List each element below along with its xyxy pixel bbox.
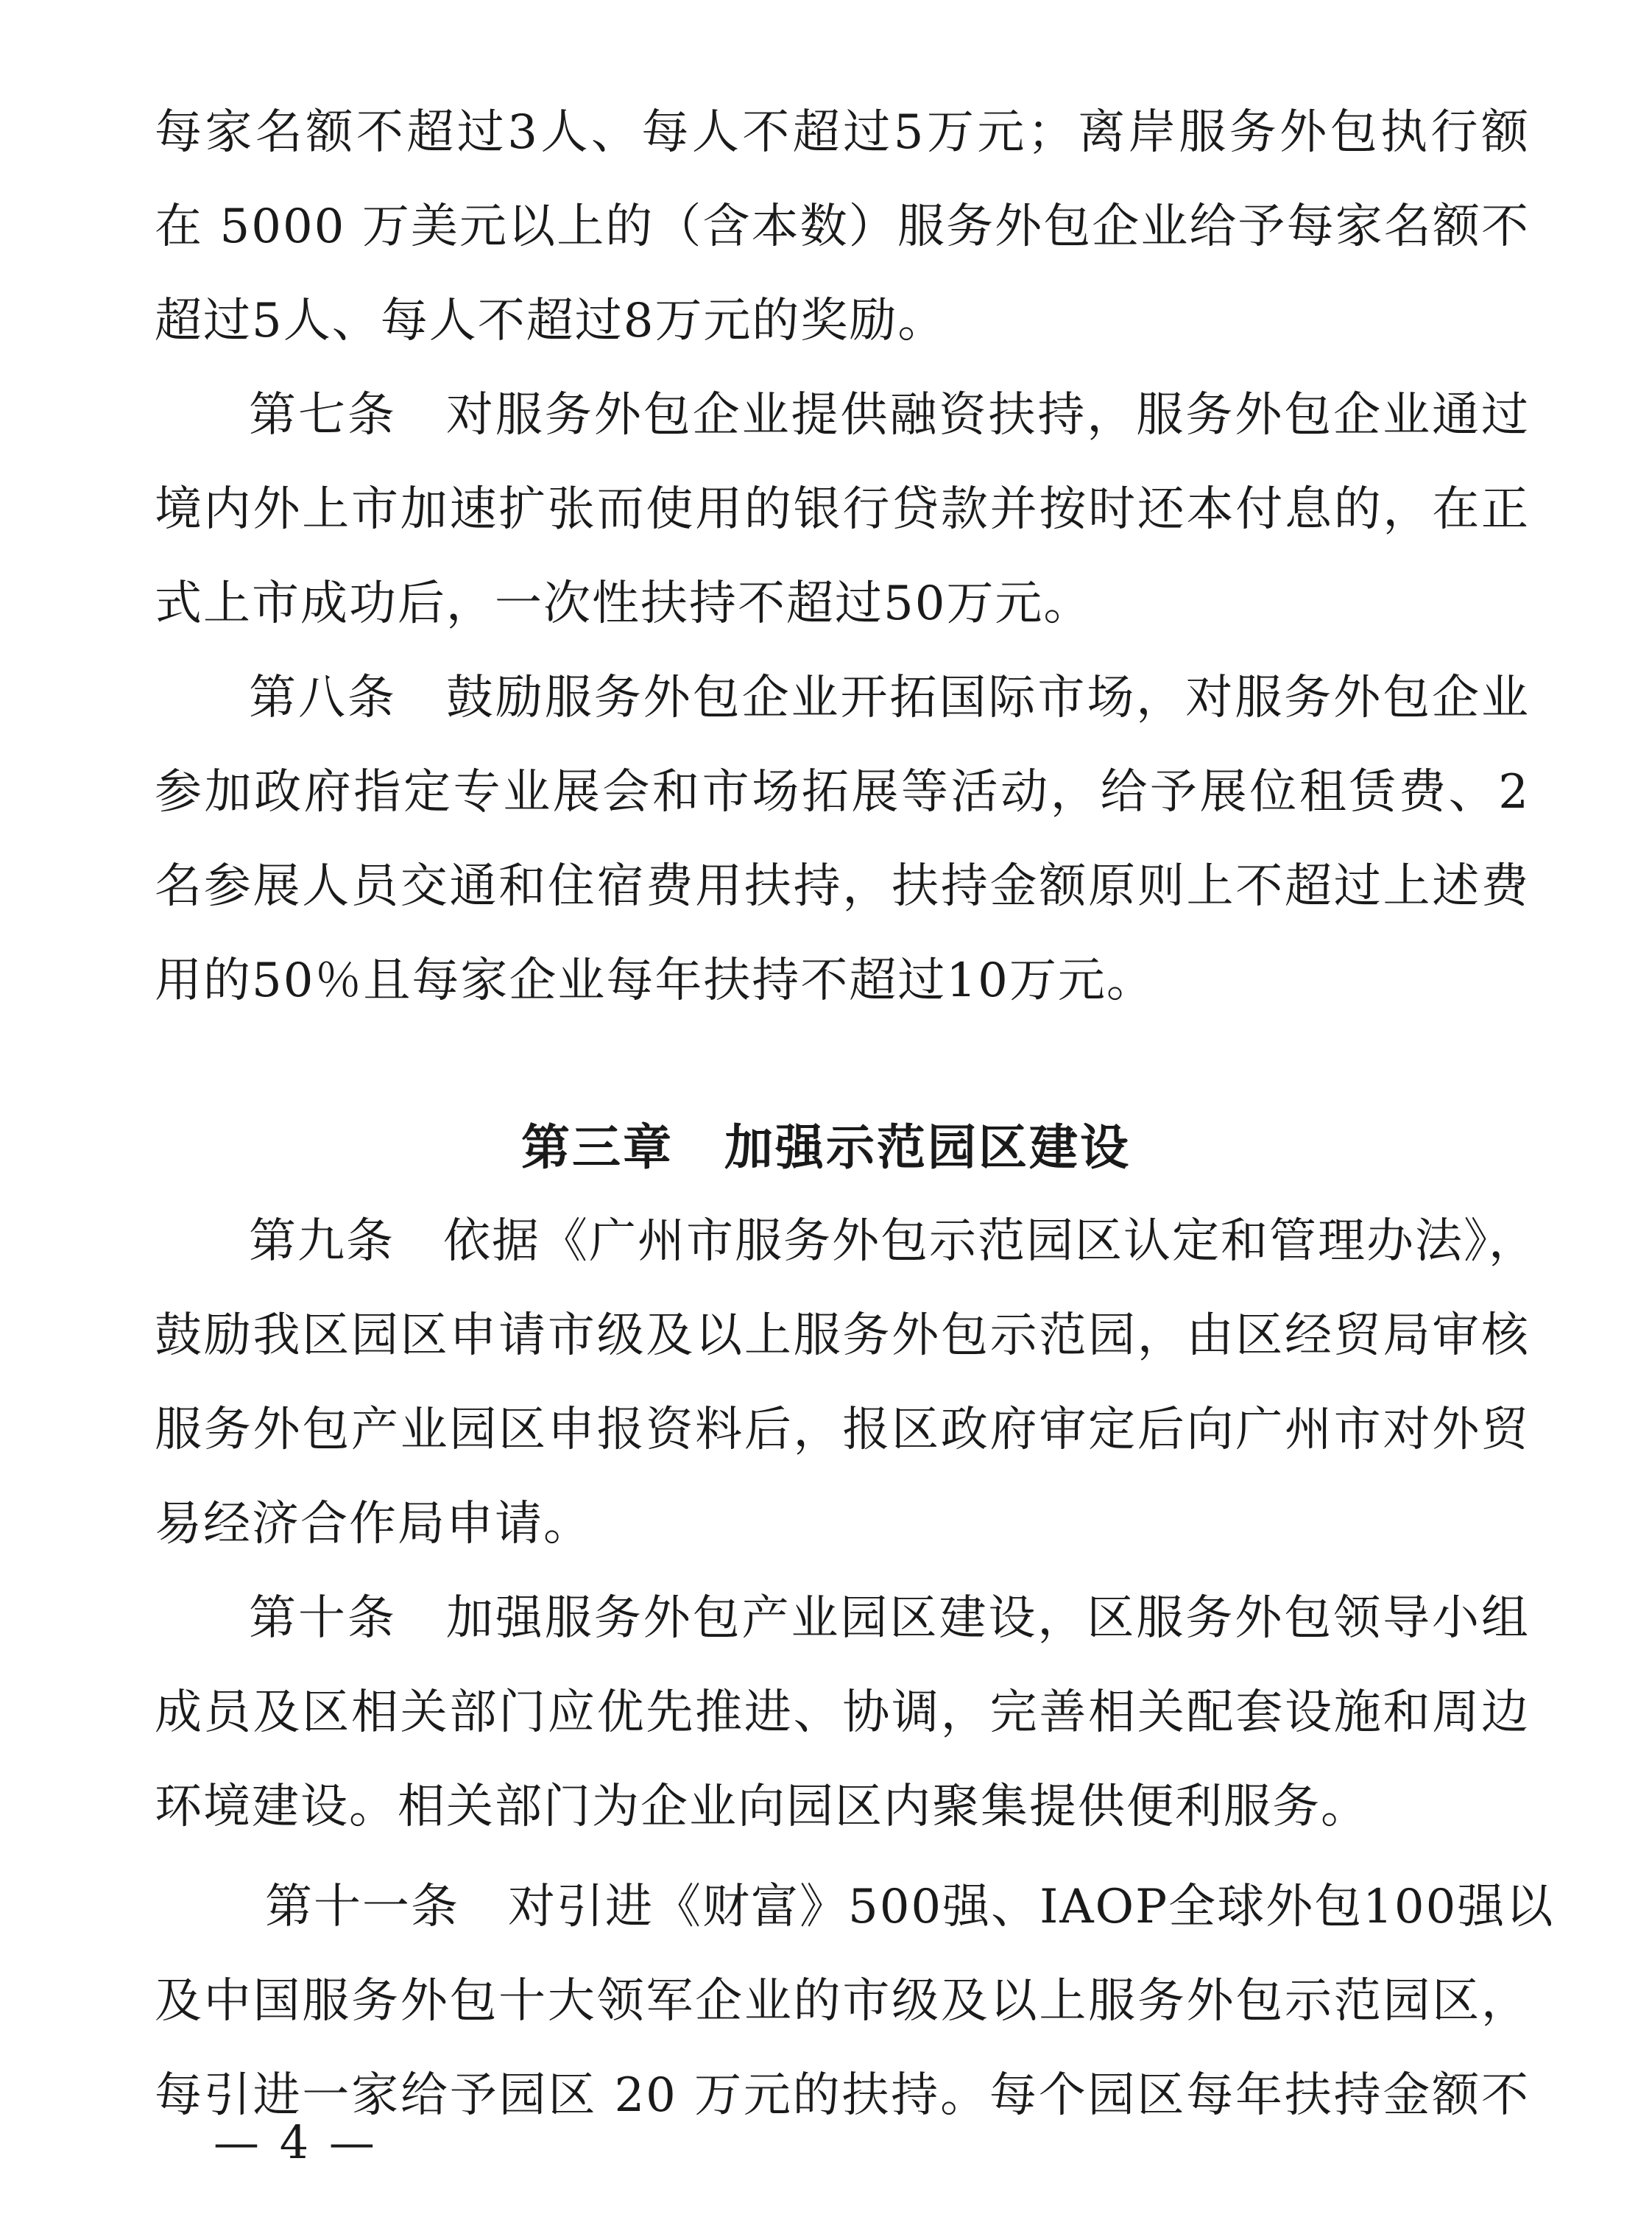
article-9-line-4: 易经济合作局申请。 (155, 1497, 592, 1551)
article-10-line-3: 环境建设。相关部门为企业向园区内聚集提供便利服务。 (155, 1780, 1369, 1834)
text-line-2: 在 5000 万美元以上的（含本数）服务外包企业给予每家名额不 (155, 200, 1530, 254)
chapter-heading: 第三章 加强示范园区建设 (521, 1118, 1131, 1176)
text-line-3: 超过5人、每人不超过8万元的奖励。 (155, 294, 947, 348)
article-9-line-3: 服务外包产业园区申报资料后，报区政府审定后向广州市对外贸 (155, 1403, 1530, 1457)
article-8-line-2: 参加政府指定专业展会和市场拓展等活动，给予展位租赁费、2 (155, 765, 1530, 820)
article-8-line-4: 用的50％且每家企业每年扶持不超过10万元。 (155, 954, 1155, 1008)
page-number: — 4 — (213, 2115, 378, 2169)
article-11-line-1: 第十一条 对引进《财富》500强、IAOP全球外包100强以 (265, 1880, 1555, 1934)
article-7-line-1: 第七条 对服务外包企业提供融资扶持，服务外包企业通过 (249, 388, 1530, 443)
article-10-line-1: 第十条 加强服务外包产业园区建设，区服务外包领导小组 (249, 1591, 1530, 1646)
article-11-line-3: 每引进一家给予园区 20 万元的扶持。每个园区每年扶持金额不 (155, 2068, 1530, 2123)
article-10-line-2: 成员及区相关部门应优先推进、协调，完善相关配套设施和周边 (155, 1685, 1530, 1740)
article-7-line-2: 境内外上市加速扩张而使用的银行贷款并按时还本付息的，在正 (155, 482, 1530, 537)
article-9-line-2: 鼓励我区园区申请市级及以上服务外包示范园，由区经贸局审核 (155, 1308, 1530, 1363)
article-9-line-1: 第九条 依据《广州市服务外包示范园区认定和管理办法》， (249, 1214, 1537, 1269)
article-11-line-2: 及中国服务外包十大领军企业的市级及以上服务外包示范园区， (155, 1974, 1530, 2029)
text-line-1: 每家名额不超过3人、每人不超过5万元；离岸服务外包执行额 (155, 105, 1530, 160)
article-8-line-3: 名参展人员交通和住宿费用扶持，扶持金额原则上不超过上述费 (155, 859, 1530, 914)
article-8-line-1: 第八条 鼓励服务外包企业开拓国际市场，对服务外包企业 (249, 671, 1530, 725)
article-7-line-3: 式上市成功后，一次性扶持不超过50万元。 (155, 577, 1092, 631)
